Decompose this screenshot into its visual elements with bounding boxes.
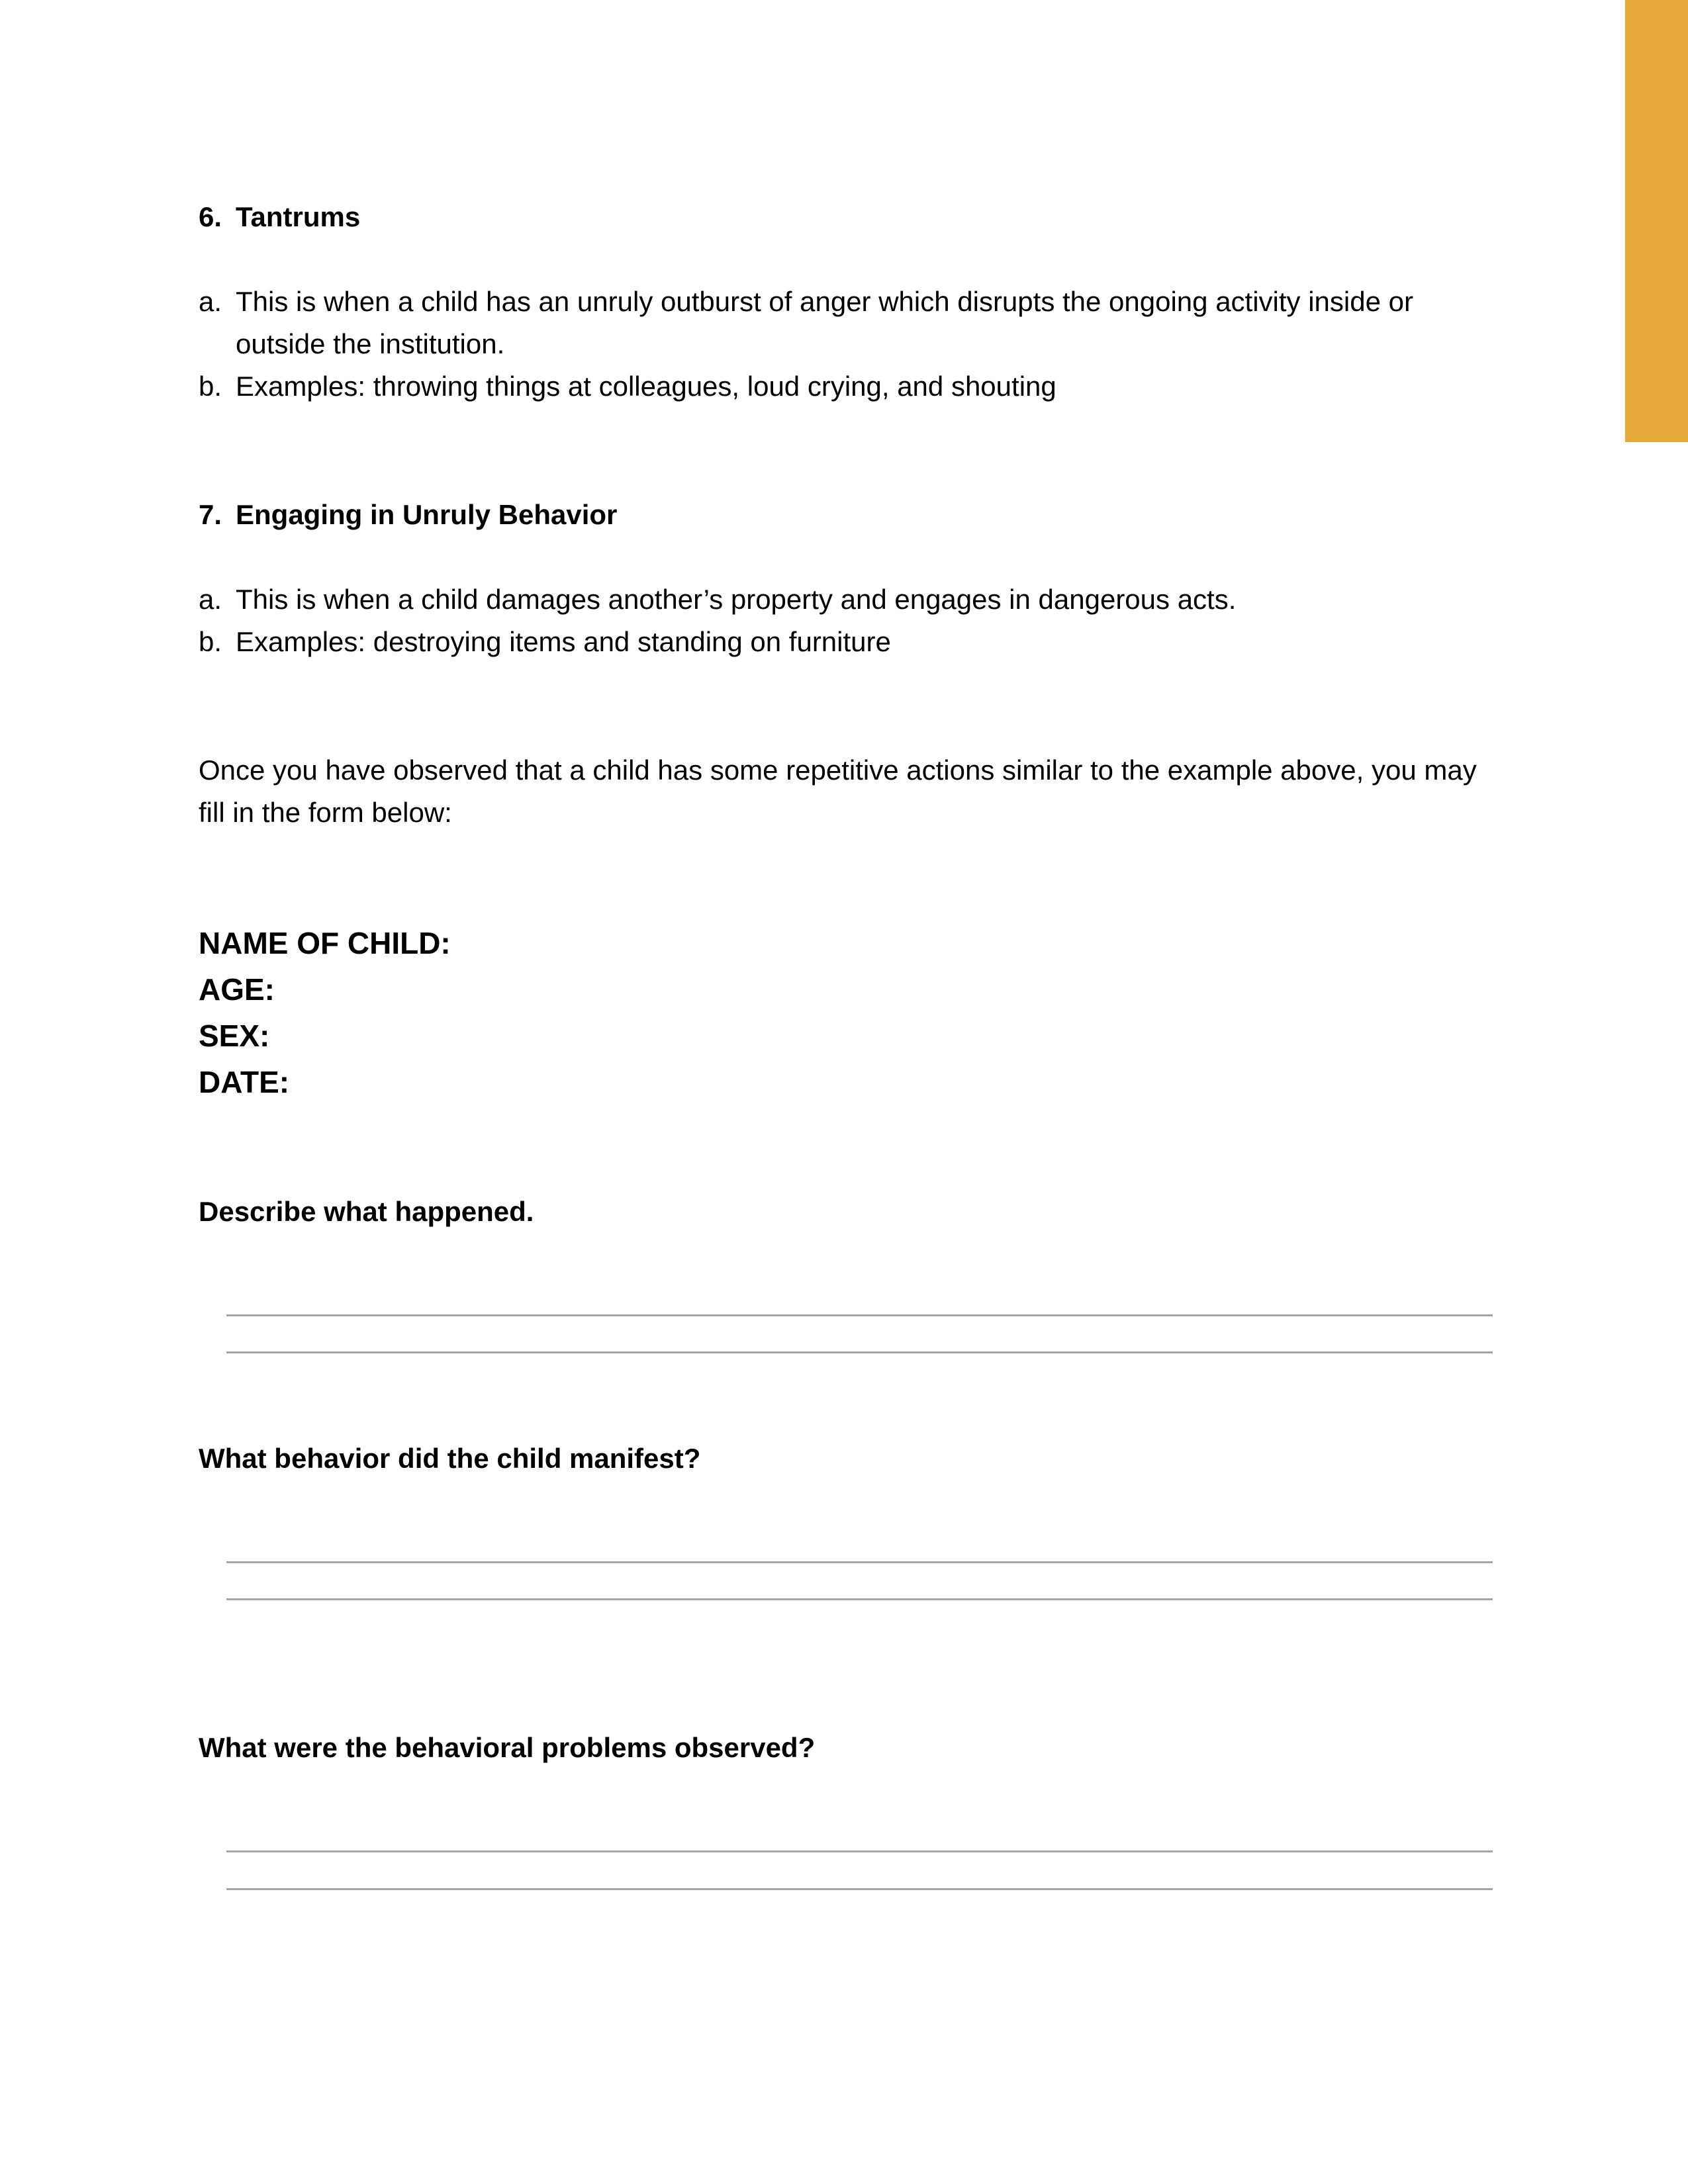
list-item	[199, 621, 1496, 663]
section-6-number: 6.	[199, 201, 222, 232]
list-marker: a.	[199, 584, 222, 615]
list-item	[199, 365, 1496, 408]
question-behavioral-problems: What were the behavioral problems observed?	[199, 1732, 816, 1763]
section-7-number: 7.	[199, 499, 222, 530]
section-6-list	[199, 281, 1496, 408]
sex-label: SEX:	[199, 1019, 270, 1053]
list-item-text: This is when a child has an unruly outburst of anger which disrupts the ongoing activity inside or outside the institution.	[236, 286, 1413, 359]
question-behavior-manifested: What behavior did the child manifest?	[199, 1443, 701, 1474]
section-7-list	[199, 578, 1496, 663]
answer-line[interactable]	[226, 1598, 1493, 1600]
section-6-title: Tantrums	[236, 201, 361, 232]
answer-line[interactable]	[226, 1314, 1493, 1316]
list-marker: b.	[199, 371, 222, 402]
list-item	[199, 578, 1496, 621]
list-marker: a.	[199, 286, 222, 317]
list-item-text: Examples: throwing things at colleagues, loud crying, and shouting	[236, 371, 1056, 402]
list-item	[199, 281, 1496, 365]
intro-paragraph: Once you have observed that a child has some repetitive actions similar to the example above, you may fill in the form below:	[199, 754, 1477, 828]
question-describe-what-happened: Describe what happened.	[199, 1196, 534, 1227]
list-marker: b.	[199, 626, 222, 657]
section-6-heading	[199, 196, 360, 238]
age-label: AGE:	[199, 972, 275, 1007]
page-accent-bar	[1625, 0, 1688, 442]
list-item-text: This is when a child damages another’s property and engages in dangerous acts.	[236, 584, 1237, 615]
answer-line[interactable]	[226, 1351, 1493, 1353]
answer-line[interactable]	[226, 1850, 1493, 1852]
list-item-text: Examples: destroying items and standing on furniture	[236, 626, 891, 657]
section-7-heading	[199, 494, 617, 536]
answer-line[interactable]	[226, 1888, 1493, 1890]
section-7-title: Engaging in Unruly Behavior	[236, 499, 618, 530]
name-of-child-label: NAME OF CHILD:	[199, 926, 451, 960]
date-label: DATE:	[199, 1065, 290, 1099]
answer-line[interactable]	[226, 1561, 1493, 1563]
